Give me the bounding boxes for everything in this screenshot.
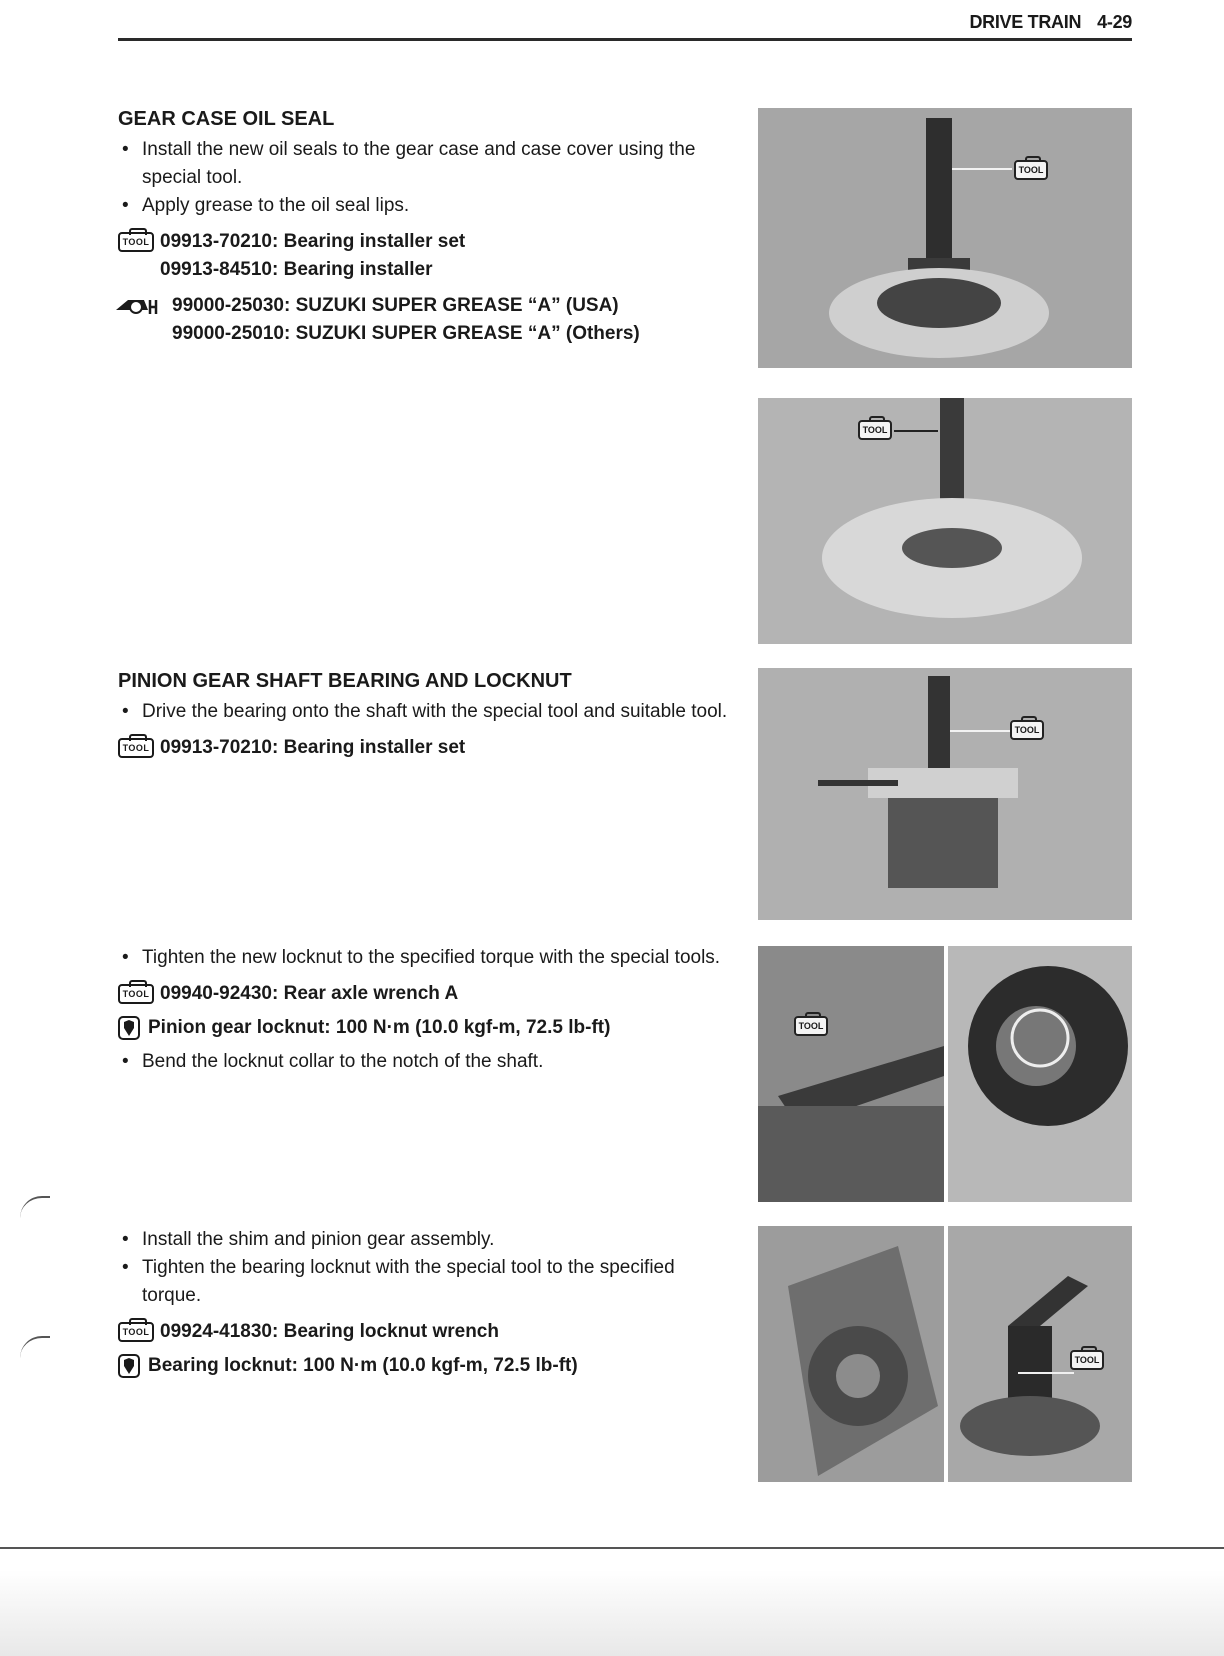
photo-locknut-closeup: [948, 946, 1132, 1202]
photo-gear-case-pinion: [758, 1226, 944, 1482]
tool-icon: TOOL: [1070, 1350, 1104, 1370]
tool-spec: [118, 1318, 738, 1346]
photo-bearing-driver: [758, 668, 1132, 920]
tool-spec-text: 09924-41830: Bearing locknut wrench: [160, 1321, 499, 1342]
tool-icon: TOOL: [118, 1322, 154, 1342]
torque-spec: [118, 1352, 738, 1380]
tool-icon: TOOL: [1010, 720, 1044, 740]
header-rule: [118, 38, 1132, 41]
section-locknut: [118, 944, 738, 1076]
tool-spec-text: 09913-84510: Bearing installer: [160, 259, 433, 280]
scan-mark: [20, 1196, 50, 1218]
tool-icon: TOOL: [794, 1016, 828, 1036]
instruction-item: • Install the shim and pinion gear assembly.: [118, 1226, 738, 1254]
photo-rear-axle-wrench: [758, 946, 944, 1202]
tool-icon: TOOL: [118, 984, 154, 1004]
tool-spec-text: 09940-92430: Rear axle wrench A: [160, 983, 459, 1004]
section-shim: [118, 1226, 738, 1380]
tool-icon: TOOL: [1014, 160, 1048, 180]
section-heading: PINION GEAR SHAFT BEARING AND LOCKNUT: [118, 670, 572, 692]
torque-spec: [118, 1014, 738, 1042]
tool-spec: [118, 980, 738, 1008]
instruction-item: • Tighten the new locknut to the specified torque with the special tools.: [118, 944, 738, 972]
grease-spec-text: 99000-25030: SUZUKI SUPER GREASE “A” (USA): [172, 295, 619, 316]
page-number: 4-29: [1097, 12, 1132, 32]
tool-spec-text: 09913-70210: Bearing installer set: [160, 737, 466, 758]
scan-shadow: [0, 1570, 1224, 1656]
grease-icon: [114, 294, 158, 316]
torque-spec-text: Bearing locknut: 100 N·m (10.0 kgf-m, 72.5 lb-ft): [148, 1355, 578, 1376]
grease-spec: [118, 292, 738, 320]
tool-spec: [118, 228, 738, 256]
tool-icon: TOOL: [118, 232, 154, 252]
instruction-item: • Drive the bearing onto the shaft with the special tool and suitable tool.: [118, 698, 738, 726]
torque-spec-text: Pinion gear locknut: 100 N·m (10.0 kgf-m, 72.5 lb-ft): [148, 1017, 611, 1038]
instruction-item: • Tighten the bearing locknut with the special tool to the specified torque.: [118, 1254, 738, 1310]
instruction-item: • Bend the locknut collar to the notch of the shaft.: [118, 1048, 738, 1076]
photo-oil-seal-installer: [758, 108, 1132, 368]
scan-mark: [20, 1336, 50, 1358]
tool-spec-text: 09913-70210: Bearing installer set: [160, 231, 466, 252]
section-pinion-bearing: [118, 668, 738, 762]
tool-spec: [118, 256, 738, 284]
photo-case-cover-installer: [758, 398, 1132, 644]
leader-line: [1018, 1372, 1074, 1374]
tool-spec: [118, 734, 738, 762]
grease-spec: [118, 320, 738, 348]
leader-line: [894, 430, 938, 432]
torque-wrench-icon: [118, 1016, 140, 1040]
grease-spec-text: 99000-25010: SUZUKI SUPER GREASE “A” (Others): [172, 323, 640, 344]
footer-rule: [0, 1547, 1224, 1549]
photo-bearing-locknut-wrench: [948, 1226, 1132, 1482]
instruction-item: • Install the new oil seals to the gear case and case cover using the special tool.: [118, 136, 738, 192]
torque-wrench-icon: [118, 1354, 140, 1378]
section-title: DRIVE TRAIN: [969, 12, 1082, 32]
leader-line: [952, 168, 1012, 170]
leader-line: [950, 730, 1010, 732]
section-oil-seal: [118, 106, 738, 348]
tool-icon: TOOL: [118, 738, 154, 758]
tool-icon: TOOL: [858, 420, 892, 440]
instruction-item: • Apply grease to the oil seal lips.: [118, 192, 738, 220]
section-heading: GEAR CASE OIL SEAL: [118, 108, 335, 130]
